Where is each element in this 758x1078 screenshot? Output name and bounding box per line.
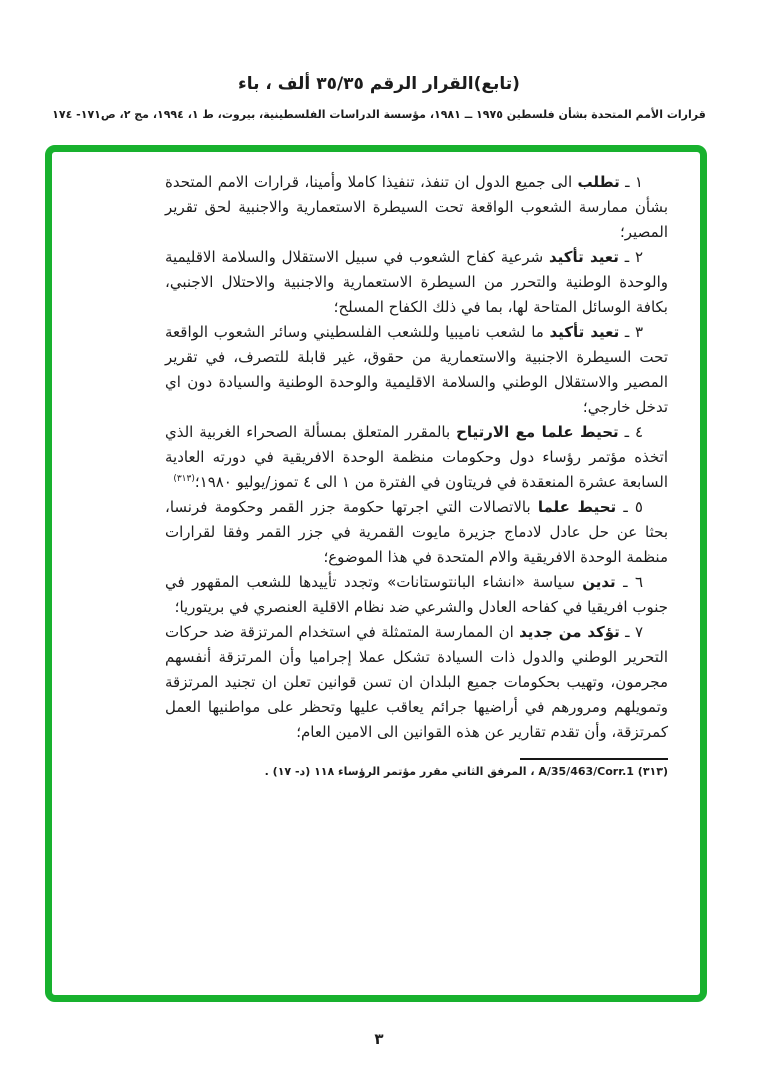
paragraph-lead: تؤكد من جديد [519,623,620,641]
paragraph-number: ٥ ـ [616,498,643,516]
page-number: ٣ [374,1030,384,1048]
footnote [165,764,668,780]
paragraph-number: ٦ ـ [615,573,643,591]
source-citation-line: قرارات الأمم المتحدة بشأن فلسطين ١٩٧٥ ــ ١٩٨١، مؤسسة الدراسات الفلسطينية، بيروت، ط ١، ١٩٩٤، مج ٢، ص١٧١- ١٧٤ [52,108,706,121]
paragraph-6: ٦ ـ تدين سياسة «انشاء البانتوستانات» وتجدد تأييدها للشعب المقهور في جنوب افريقيا في كفاحه العادل والشرعي ضد نظام الاقلية العنصري في بريتوريا؛ [165,573,668,616]
page-title: (تابع)القرار الرقم ٣٥/٣٥ ألف ، باء [238,74,520,94]
paragraph-4: ٤ ـ تحيط علما مع الارتياح بالمقرر المتعلق بمسألة الصحراء الغربية الذي اتخذه مؤتمر رؤساء دول وحكومات منظمة الوحدة الافريقية في دورته العادية السابعة عشرة المنعقدة في فريتاون في الفترة من ١ الى ٤ تموز/يوليو ١٩٨٠؛$^{(٣١٣)}$ [165,423,668,491]
paragraph-lead: تحيط علما مع الارتياح [456,423,619,441]
paragraph-2: ٢ ـ تعيد تأكيد شرعية كفاح الشعوب في سبيل الاستقلال والسلامة الاقليمية والوحدة الوطنية والتحرر من السيطرة الاستعمارية والاجنبية والاحتلال الاجنبي، بكافة الوسائل المتاحة لها، بما في ذلك الكفاح المسلح؛ [165,248,668,316]
paragraph-7: ٧ ـ تؤكد من جديد ان الممارسة المتمثلة في استخدام المرتزقة ضد حركات التحرير الوطني والدول ذات السيادة تشكل عملا إجراميا وأن المرتزقة أنفسهم مجرمون، وتهيب بحكومات جميع البلدان ان تسن قوانين تعلن ان تجنيد المرتزقة وتمويلهم ومرورهم في أراضيها جرائم يعاقب عليها وتحظر على مواطنيها العمل كمرتزقة، وأن تقدم تقارير عن هذه القوانين الى الامين العام؛ [165,623,668,741]
footnote-reference: (٣١٣) [173,474,195,484]
resolution-paragraphs [165,170,668,780]
paragraph-lead: تحيط علما [537,498,617,516]
green-content-frame [45,145,707,1002]
footnote-marker: (٣١٣) [637,765,668,778]
paragraph-lead: تطلب [577,173,620,191]
paragraph-number: ٤ ـ [618,423,643,441]
footnote-separator-rule [520,758,668,760]
paragraph-5: ٥ ـ تحيط علما بالاتصالات التي اجرتها حكومة جزر القمر وحكومة فرنسا، بحثا عن حل عادل لادماج جزيرة مايوت القمرية في جزر القمر وفقا لقرارات منظمة الوحدة الافريقية والام المتحدة في هذا الموضوع؛ [165,498,668,566]
paragraph-1: ١ ـ تطلب الى جميع الدول ان تنفذ، تنفيذا كاملا وأمينا، قرارات الامم المتحدة بشأن ممارسة الشعوب الواقعة تحت السيطرة الاستعمارية والاجنبية لحق تقرير المصير؛ [165,173,668,241]
paragraph-number: ٣ ـ [619,323,643,341]
paragraph-lead: تعيد تأكيد [548,248,619,266]
paragraph-3: ٣ ـ تعيد تأكيد ما لشعب ناميبيا وللشعب الفلسطيني وسائر الشعوب الواقعة تحت السيطرة الاجنبية والاستعمارية من حقوق، غير قابلة للتصرف، في تقرير المصير والاستقلال الوطني والسلامة الاقليمية والوحدة الوطنية والسيادة دون اي تدخل خارجي؛ [165,323,668,416]
paragraph-lead: تعيد تأكيد [549,323,620,341]
paragraph-number: ١ ـ [619,173,643,191]
paragraph-number: ٢ ـ [618,248,644,266]
paragraph-lead: تدين [582,573,616,591]
paragraph-number: ٧ ـ [619,623,644,641]
footnote-text: A/35/463/Corr.1 ، المرفق الثاني مقرر مؤتمر الرؤساء ١١٨ (د- ١٧) . [264,765,634,778]
